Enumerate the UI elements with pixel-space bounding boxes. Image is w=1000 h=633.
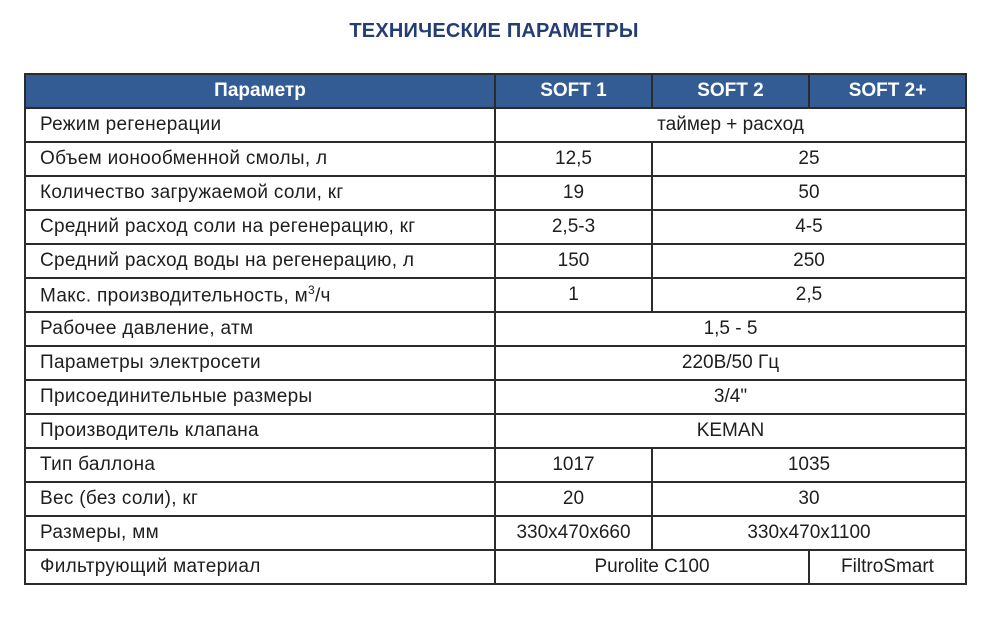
cell-all: KEMAN — [495, 414, 966, 448]
cell-soft1: 2,5-3 — [495, 210, 652, 244]
cell-soft1: 1017 — [495, 448, 652, 482]
cell-all: таймер + расход — [495, 108, 966, 142]
row-label: Тип баллона — [25, 448, 495, 482]
table-row — [25, 482, 966, 516]
cell-soft2: 4-5 — [652, 210, 966, 244]
table-header-row — [25, 74, 966, 108]
header-param: Параметр — [25, 74, 495, 108]
header-soft1: SOFT 1 — [495, 74, 652, 108]
cell-soft2: 1035 — [652, 448, 966, 482]
table-row — [25, 346, 966, 380]
table-row — [25, 380, 966, 414]
row-label: Параметры электросети — [25, 346, 495, 380]
cell-soft1-2: Purolite C100 — [495, 550, 809, 584]
table-row — [25, 516, 966, 550]
spec-table — [24, 73, 967, 585]
cell-soft2plus: FiltroSmart — [809, 550, 966, 584]
table-row — [25, 414, 966, 448]
table-row — [25, 550, 966, 584]
table-row — [25, 210, 966, 244]
cell-soft1: 150 — [495, 244, 652, 278]
row-label: Рабочее давление, атм — [25, 312, 495, 346]
table-row — [25, 108, 966, 142]
row-label: Производитель клапана — [25, 414, 495, 448]
row-label: Присоединительные размеры — [25, 380, 495, 414]
cell-soft2: 50 — [652, 176, 966, 210]
table-row — [25, 448, 966, 482]
row-label — [25, 278, 495, 312]
table-row — [25, 312, 966, 346]
cell-soft1: 12,5 — [495, 142, 652, 176]
label-tail: /ч — [314, 285, 331, 307]
row-label: Средний расход воды на регенерацию, л — [25, 244, 495, 278]
cell-soft2: 330x470x1100 — [652, 516, 966, 550]
table-row — [25, 278, 966, 312]
table-row — [25, 142, 966, 176]
row-label: Фильтрующий материал — [25, 550, 495, 584]
row-label: Средний расход соли на регенерацию, кг — [25, 210, 495, 244]
row-label: Размеры, мм — [25, 516, 495, 550]
header-soft2: SOFT 2 — [652, 74, 809, 108]
cell-soft2: 25 — [652, 142, 966, 176]
cell-all: 220В/50 Гц — [495, 346, 966, 380]
cell-all: 1,5 - 5 — [495, 312, 966, 346]
cell-soft1: 1 — [495, 278, 652, 312]
cell-soft1: 19 — [495, 176, 652, 210]
row-label: Количество загружаемой соли, кг — [25, 176, 495, 210]
cell-soft2: 2,5 — [652, 278, 966, 312]
row-label: Вес (без соли), кг — [25, 482, 495, 516]
row-label: Режим регенерации — [25, 108, 495, 142]
label-main: Макс. производительность, м — [40, 285, 308, 307]
cell-soft1: 20 — [495, 482, 652, 516]
table-row — [25, 176, 966, 210]
cell-soft1: 330x470x660 — [495, 516, 652, 550]
row-label: Объем ионообменной смолы, л — [25, 142, 495, 176]
cell-soft2: 250 — [652, 244, 966, 278]
table-row — [25, 244, 966, 278]
header-soft2plus: SOFT 2+ — [809, 74, 966, 108]
cell-all: 3/4" — [495, 380, 966, 414]
page-title: ТЕХНИЧЕСКИЕ ПАРАМЕТРЫ — [349, 20, 639, 42]
cell-soft2: 30 — [652, 482, 966, 516]
label-sup: 3 — [307, 282, 315, 297]
